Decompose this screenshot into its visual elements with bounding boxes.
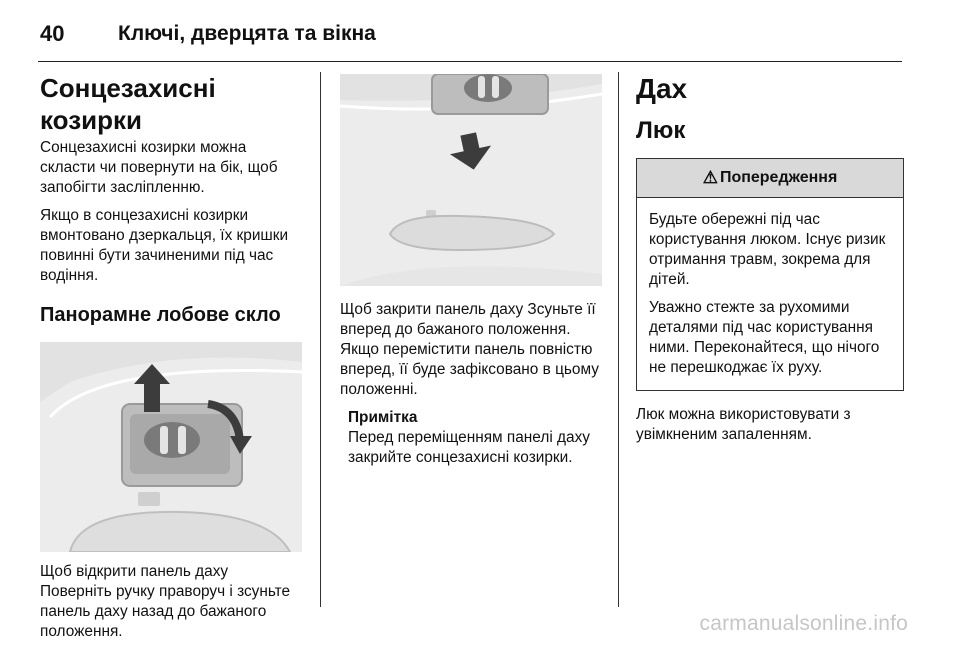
column-2	[340, 72, 605, 468]
note-title: Примітка	[348, 409, 418, 426]
watermark: carmanualsonline.info	[699, 612, 908, 635]
chapter-title: Ключі, дверцята та вікна	[118, 22, 376, 45]
paragraph: Щоб закрити панель даху Зсуньте її вперед до бажаного положення. Якщо перемістити панель повністю вперед, її буде зафіксовано в цьому положенні.	[340, 301, 599, 398]
paragraph: Якщо в сонцезахисні козирки вмонтовано дзеркальця, їх кришки повинні бути зачиненими під час водіння.	[40, 207, 289, 284]
section-heading-roof: Дах	[636, 73, 688, 104]
page-header	[40, 14, 376, 54]
column-divider	[618, 72, 619, 607]
caption-title: Щоб відкрити панель даху	[40, 563, 229, 580]
page-number: 40	[40, 21, 65, 46]
warning-title: Попередження	[719, 169, 838, 186]
illustration-open-svg	[40, 342, 302, 552]
warning-body	[637, 198, 903, 390]
warning-box	[636, 158, 904, 391]
illustration-open-roof-panel	[40, 342, 302, 552]
header-rule	[38, 61, 902, 62]
warning-paragraph: Уважно стежте за рухомими деталями під час користування ними. Переконайтеся, що нічого не перешкоджає їх руху.	[649, 299, 880, 376]
warning-paragraph: Будьте обережні під час користування люком. Існує ризик отримання травм, зокрема для дітей.	[649, 211, 886, 288]
warning-header	[637, 159, 903, 198]
column-3	[636, 72, 904, 453]
section-heading-sun-visors: Сонцезахисні козирки	[40, 73, 216, 135]
illustration-close-svg	[340, 74, 602, 286]
warning-triangle-icon: ⚠	[702, 168, 718, 187]
subheading-sunroof: Люк	[636, 117, 686, 144]
illustration-close-roof-panel	[340, 74, 602, 286]
caption-body: Поверніть ручку праворуч і зсуньте панель даху назад до бажаного положення.	[40, 583, 291, 640]
column-1	[40, 72, 305, 650]
subheading-panoramic-windshield: Панорамне лобове скло	[40, 304, 281, 326]
paragraph: Люк можна використовувати з увімкненим запаленням.	[636, 406, 851, 443]
note-body: Перед переміщенням панелі даху закрийте сонцезахисні козирки.	[348, 429, 590, 466]
column-divider	[320, 72, 321, 607]
paragraph: Сонцезахисні козирки можна скласти чи повернути на бік, щоб запобігти засліпленню.	[40, 139, 278, 196]
